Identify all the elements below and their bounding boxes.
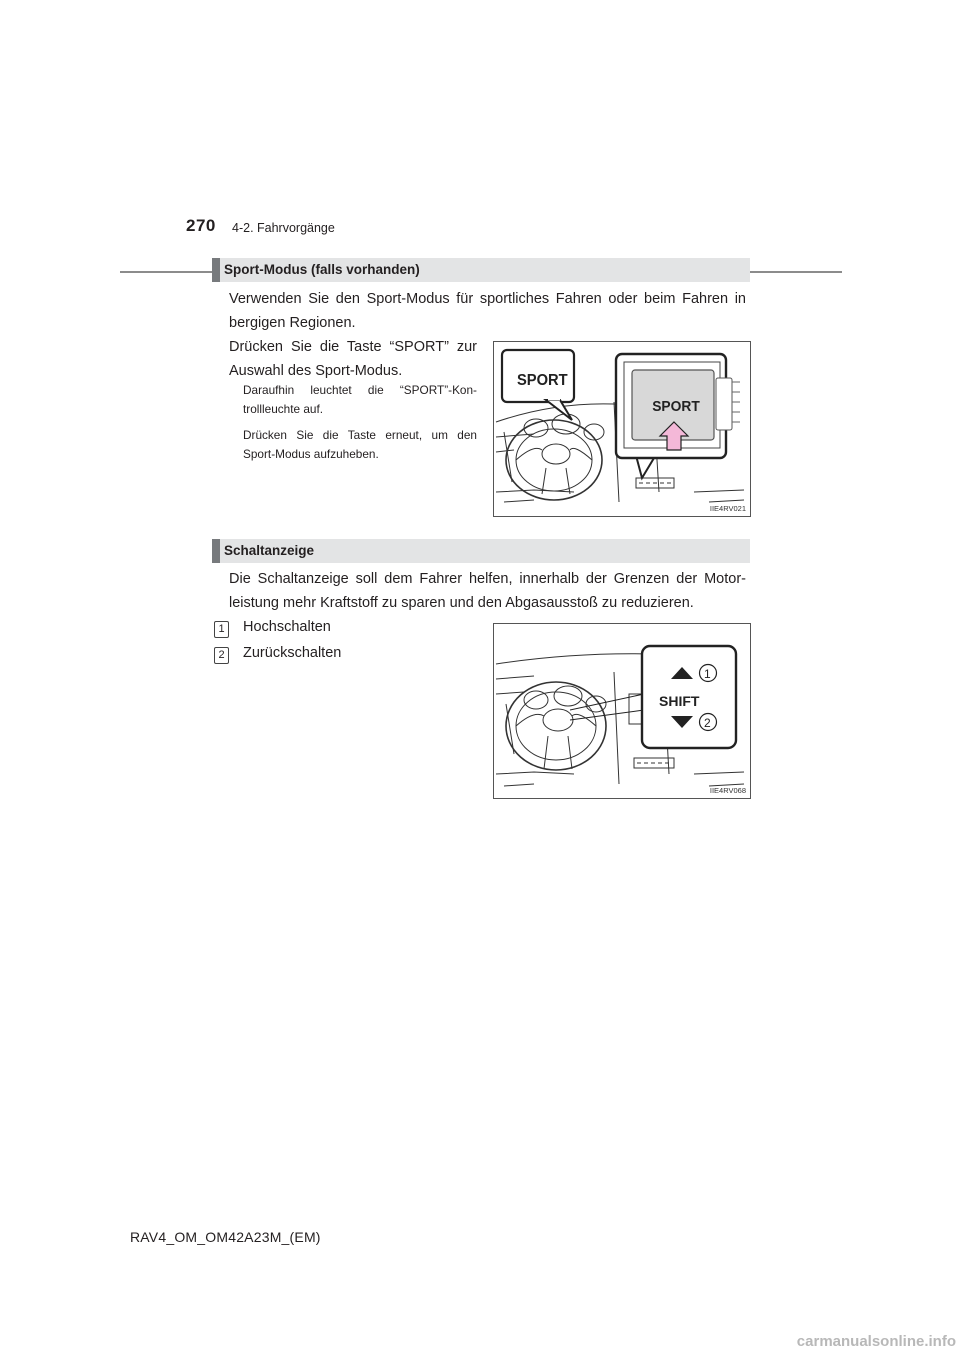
- list-item-downshift: Zurückschalten: [243, 645, 342, 661]
- list-item-upshift: Hochschalten: [243, 619, 331, 635]
- page-number: 270: [186, 216, 216, 235]
- shift-dashboard-illustration: [494, 624, 750, 798]
- sport-note1-line2: trollleuchte auf.: [243, 402, 324, 416]
- sport-note-1: [243, 381, 477, 419]
- section-header-bar: [212, 539, 220, 563]
- shift-indicator-label: SHIFT: [659, 693, 700, 709]
- section-header-sport: [212, 258, 750, 282]
- sport-dashboard-illustration: [494, 342, 750, 516]
- sport-note-2: [243, 426, 477, 464]
- sport-button-callout: [616, 354, 740, 478]
- shift-figure-code: IIE4RV068: [709, 786, 746, 795]
- sport-note2-line1: Drücken Sie die Taste erneut, um den: [243, 428, 477, 442]
- sport-callout-label: SPORT: [517, 371, 568, 390]
- section-header-bar: [212, 258, 220, 282]
- sport-press-line1: Drücken Sie die Taste “SPORT” zur: [229, 339, 477, 355]
- sport-intro-line1: Verwenden Sie den Sport-Modus für sportliches Fahren oder beim Fahren in: [229, 291, 746, 307]
- sport-figure: [493, 341, 751, 517]
- sport-intro-line2: bergigen Regionen.: [229, 315, 356, 331]
- sport-button-label: SPORT: [652, 398, 700, 416]
- watermark: carmanualsonline.info: [796, 1333, 956, 1350]
- sport-figure-code: IIE4RV021: [709, 504, 746, 513]
- section-title-sport: Sport-Modus (falls vorhanden): [224, 262, 420, 277]
- section-header-shift: [212, 539, 750, 563]
- shift-intro: [229, 567, 746, 615]
- sport-note1-line1: Daraufhin leuchtet die “SPORT”-Kon-: [243, 383, 477, 397]
- sport-note2-line2: Sport-Modus aufzuheben.: [243, 447, 379, 461]
- footer-model-code: RAV4_OM_OM42A23M_(EM): [130, 1229, 321, 1245]
- shift-intro-line2: leistung mehr Kraftstoff zu sparen und den Abgasausstoß zu reduzieren.: [229, 595, 694, 611]
- shift-figure: [493, 623, 751, 799]
- upshift-marker: 1: [704, 667, 711, 681]
- section-path: 4-2. Fahrvorgänge: [232, 221, 335, 235]
- sport-press-instruction: [229, 335, 477, 383]
- list-marker-1: 1: [214, 621, 229, 638]
- list-marker-2: 2: [214, 647, 229, 664]
- downshift-marker: 2: [704, 716, 711, 730]
- shift-intro-line1: Die Schaltanzeige soll dem Fahrer helfen, innerhalb der Grenzen der Motor-: [229, 571, 746, 587]
- section-title-shift: Schaltanzeige: [224, 543, 315, 558]
- sport-press-line2: Auswahl des Sport-Modus.: [229, 363, 403, 379]
- sport-intro: [229, 287, 746, 335]
